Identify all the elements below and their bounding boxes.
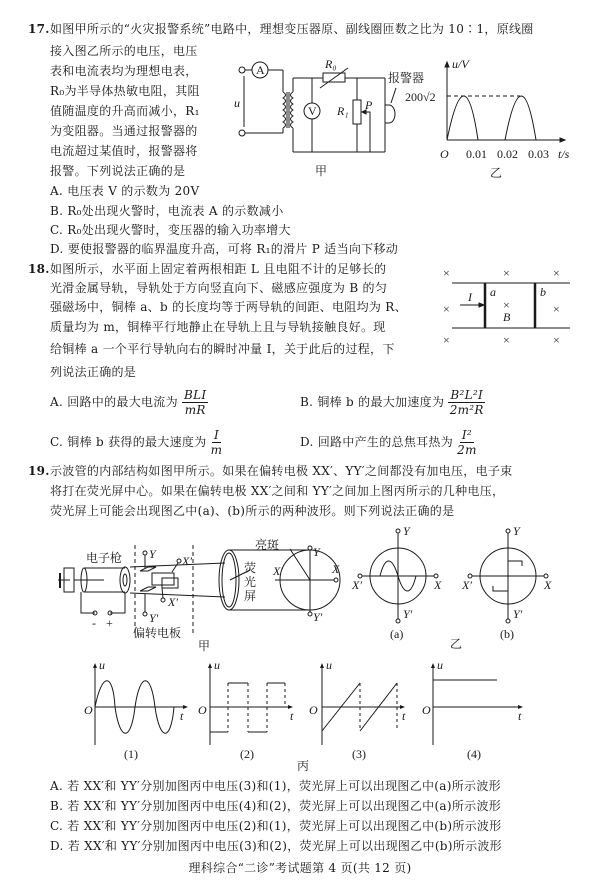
q17-option-c: C. R₀处出现火警时，变压器的输入功率增大	[50, 223, 291, 237]
field-cross: ×	[553, 333, 560, 347]
screen-y-label: Y	[313, 545, 320, 559]
bing-u-label: u	[214, 658, 220, 672]
numerator: I	[213, 428, 219, 442]
fig-yi-caption: 乙	[490, 166, 503, 180]
field-cross: ×	[503, 266, 510, 280]
option-text: A. 回路中的最大电流为	[50, 395, 178, 409]
fig-bing-caption: 丙	[297, 759, 310, 773]
yi-tick-0.02: 0.02	[497, 147, 518, 161]
option-text: C. 铜棒 b 获得的最大速度为	[50, 435, 207, 449]
minus-terminal: -	[92, 616, 96, 630]
yi-b-x-prime: X′	[462, 578, 472, 592]
impulse-label: I	[468, 290, 472, 304]
screen-label: 荧	[244, 561, 257, 575]
q19-number: 19.	[28, 464, 50, 478]
q18-stem-line: 给铜棒 a 一个平行导轨向右的瞬时冲量 I，关于此后的过程，下	[50, 342, 395, 356]
u-label: u	[234, 96, 240, 110]
plate-y-prime-label: Y′	[149, 611, 159, 625]
q17-stem-line: 接入图乙所示的电压，电压	[50, 44, 198, 58]
screen-label: 光	[244, 575, 257, 589]
q17-option-b: B. R₀处出现火警时，电流表 A 的示数减小	[50, 204, 284, 218]
yi-b-label: (b)	[500, 627, 514, 641]
bright-spot-label: 亮斑	[255, 538, 280, 552]
page-footer: 理科综合“二诊”考试题第 4 页(共 12 页)	[188, 861, 412, 875]
field-b-label: B	[503, 310, 511, 324]
q18-stem-line: 质量均为 m，铜棒平行地静止在导轨上且与导轨接触良好。现	[50, 320, 386, 334]
bing-u-label: u	[326, 658, 332, 672]
plus-terminal: +	[106, 616, 113, 630]
yi-a-y-prime: Y′	[403, 607, 413, 621]
bing-label-3: (3)	[352, 747, 366, 761]
plate-y-label: Y	[149, 547, 156, 561]
q17-stem-line: 为变阻器。当通过报警器的	[50, 124, 198, 138]
fig-jia-caption: 甲	[198, 639, 211, 653]
yi-origin: O	[440, 147, 449, 161]
field-cross: ×	[443, 302, 450, 316]
q18-stem-line: 列说法正确的是	[50, 365, 137, 379]
q18-number: 18.	[28, 262, 50, 276]
rod-b-label: b	[540, 285, 546, 299]
screen-x-prime-label: X′	[273, 564, 283, 578]
numerator: B²L²I	[450, 388, 484, 402]
q17-stem-line: 表和电流表均为理想电表，	[50, 64, 198, 78]
deflection-plates-label: 偏转电板	[133, 626, 182, 640]
q17-stem-line: 值随温度的升高而减小，R₁	[50, 104, 200, 118]
q17-number: 17.	[28, 22, 50, 36]
option-text: B. 铜棒 b 的最大加速度为	[300, 395, 445, 409]
yi-a-x-prime: X′	[352, 578, 362, 592]
field-cross: ×	[443, 266, 450, 280]
yi-b-x: X	[544, 578, 552, 592]
yi-a-label: (a)	[390, 627, 404, 641]
yi-b-y-prime: Y′	[513, 607, 523, 621]
denominator: 2m²R	[449, 403, 484, 417]
bing-t-label: t	[402, 709, 406, 723]
q19-option-d: D. 若 XX′和 YY′分别加图丙中电压(3)和(2)，荧光屏上可以出现图乙中(b)所示波形	[50, 839, 502, 853]
q19-stem-line: 将打在荧光屏中心。如果在偏转电极 XX′之间和 YY′之间加上图丙所示的几种电压，	[50, 484, 505, 498]
screen-x-label: X	[332, 562, 340, 576]
bing-origin: O	[198, 703, 207, 717]
bing-t-label: t	[518, 709, 522, 723]
yi-peak-label: 200√2	[405, 90, 436, 104]
q17-stem-line: 报警。下列说法正确的是	[50, 164, 186, 178]
field-cross: ×	[443, 333, 450, 347]
bing-label-4: (4)	[467, 747, 481, 761]
q18-stem-line: 强磁场中，铜棒 a、b 的长度均等于两导轨的间距、电阻均为 R、	[50, 300, 407, 314]
yi-b-y: Y	[513, 524, 520, 538]
q17-stem-line: 如图甲所示的“火灾报警系统”电路中，理想变压器原、副线圈匝数之比为 10∶1，原线圈	[50, 22, 534, 36]
voltmeter-label: V	[308, 104, 317, 118]
yi-x-axis-label: t/s	[558, 147, 570, 161]
yi-tick-0.03: 0.03	[528, 147, 549, 161]
slider-p-label: P	[365, 98, 373, 112]
plate-x-prime-label: X′	[182, 554, 192, 568]
yi-tick-0.01: 0.01	[466, 147, 487, 161]
rod-a-label: a	[490, 285, 496, 299]
field-cross: ×	[503, 298, 510, 312]
field-cross: ×	[553, 266, 560, 280]
yi-a-x: X	[434, 578, 442, 592]
bing-label-2: (2)	[240, 747, 254, 761]
r1-label: R₁	[337, 104, 349, 118]
alarm-label: 报警器	[388, 71, 425, 85]
ammeter-label: A	[256, 63, 265, 77]
denominator: m	[210, 443, 223, 457]
numerator: I²	[461, 428, 473, 442]
q19-option-b: B. 若 XX′和 YY′分别加图丙中电压(4)和(2)，荧光屏上可以出现图乙中(a)所示波形	[50, 799, 502, 813]
denominator: mR	[184, 403, 206, 417]
yi-y-axis-label: u/V	[452, 57, 469, 71]
q19-stem-line: 示波管的内部结构如图甲所示。如果在偏转电极 XX′、YY′之间都没有加电压，电子束	[50, 464, 513, 478]
q18-stem-line: 光滑金属导轨，导轨处于方向竖直向下、磁感应强度为 B 的匀	[50, 281, 388, 295]
fig-yi-caption: 乙	[450, 637, 463, 651]
bing-origin: O	[309, 703, 318, 717]
bing-label-1: (1)	[124, 747, 138, 761]
denominator: 2m	[457, 443, 477, 457]
screen-label: 屏	[244, 589, 257, 603]
electron-gun-label: 电子枪	[86, 551, 123, 565]
q17-stem-line: 电流超过某值时，报警器将	[50, 144, 198, 158]
plate-x-prime-label: X′	[168, 595, 178, 609]
option-text: D. 回路中产生的总焦耳热为	[300, 435, 454, 449]
q17-option-a: A. 电压表 V 的示数为 20V	[50, 184, 200, 198]
bing-t-label: t	[180, 709, 184, 723]
bing-u-label: u	[437, 658, 443, 672]
q18-stem-line: 如图所示，水平面上固定着两根相距 L 且电阻不计的足够长的	[50, 262, 387, 276]
q19-stem-line: 荧光屏上可能会出现图乙中(a)、(b)所示的两种波形。则下列说法正确的是	[50, 504, 455, 518]
q19-option-a: A. 若 XX′和 YY′分别加图丙中电压(3)和(1)，荧光屏上可以出现图乙中(a)所示波形	[50, 779, 501, 793]
q17-stem-line: R₀为半导体热敏电阻，其阻	[50, 84, 200, 98]
q17-option-d: D. 要使报警器的临界温度升高，可将 R₁的滑片 P 适当向下移动	[50, 242, 399, 256]
fig-jia-caption: 甲	[315, 164, 328, 178]
r0-label: R₀	[325, 57, 337, 71]
bing-origin: O	[84, 703, 93, 717]
screen-y-prime-label: Y′	[313, 610, 323, 624]
field-cross: ×	[503, 333, 510, 347]
yi-a-y: Y	[403, 524, 410, 538]
bing-origin: O	[422, 703, 431, 717]
q19-option-c: C. 若 XX′和 YY′分别加图丙中电压(2)和(1)，荧光屏上可以出现图乙中(b)所示波形	[50, 819, 502, 833]
field-cross: ×	[553, 302, 560, 316]
bing-u-label: u	[99, 658, 105, 672]
bing-t-label: t	[290, 709, 294, 723]
numerator: BLI	[184, 388, 207, 402]
